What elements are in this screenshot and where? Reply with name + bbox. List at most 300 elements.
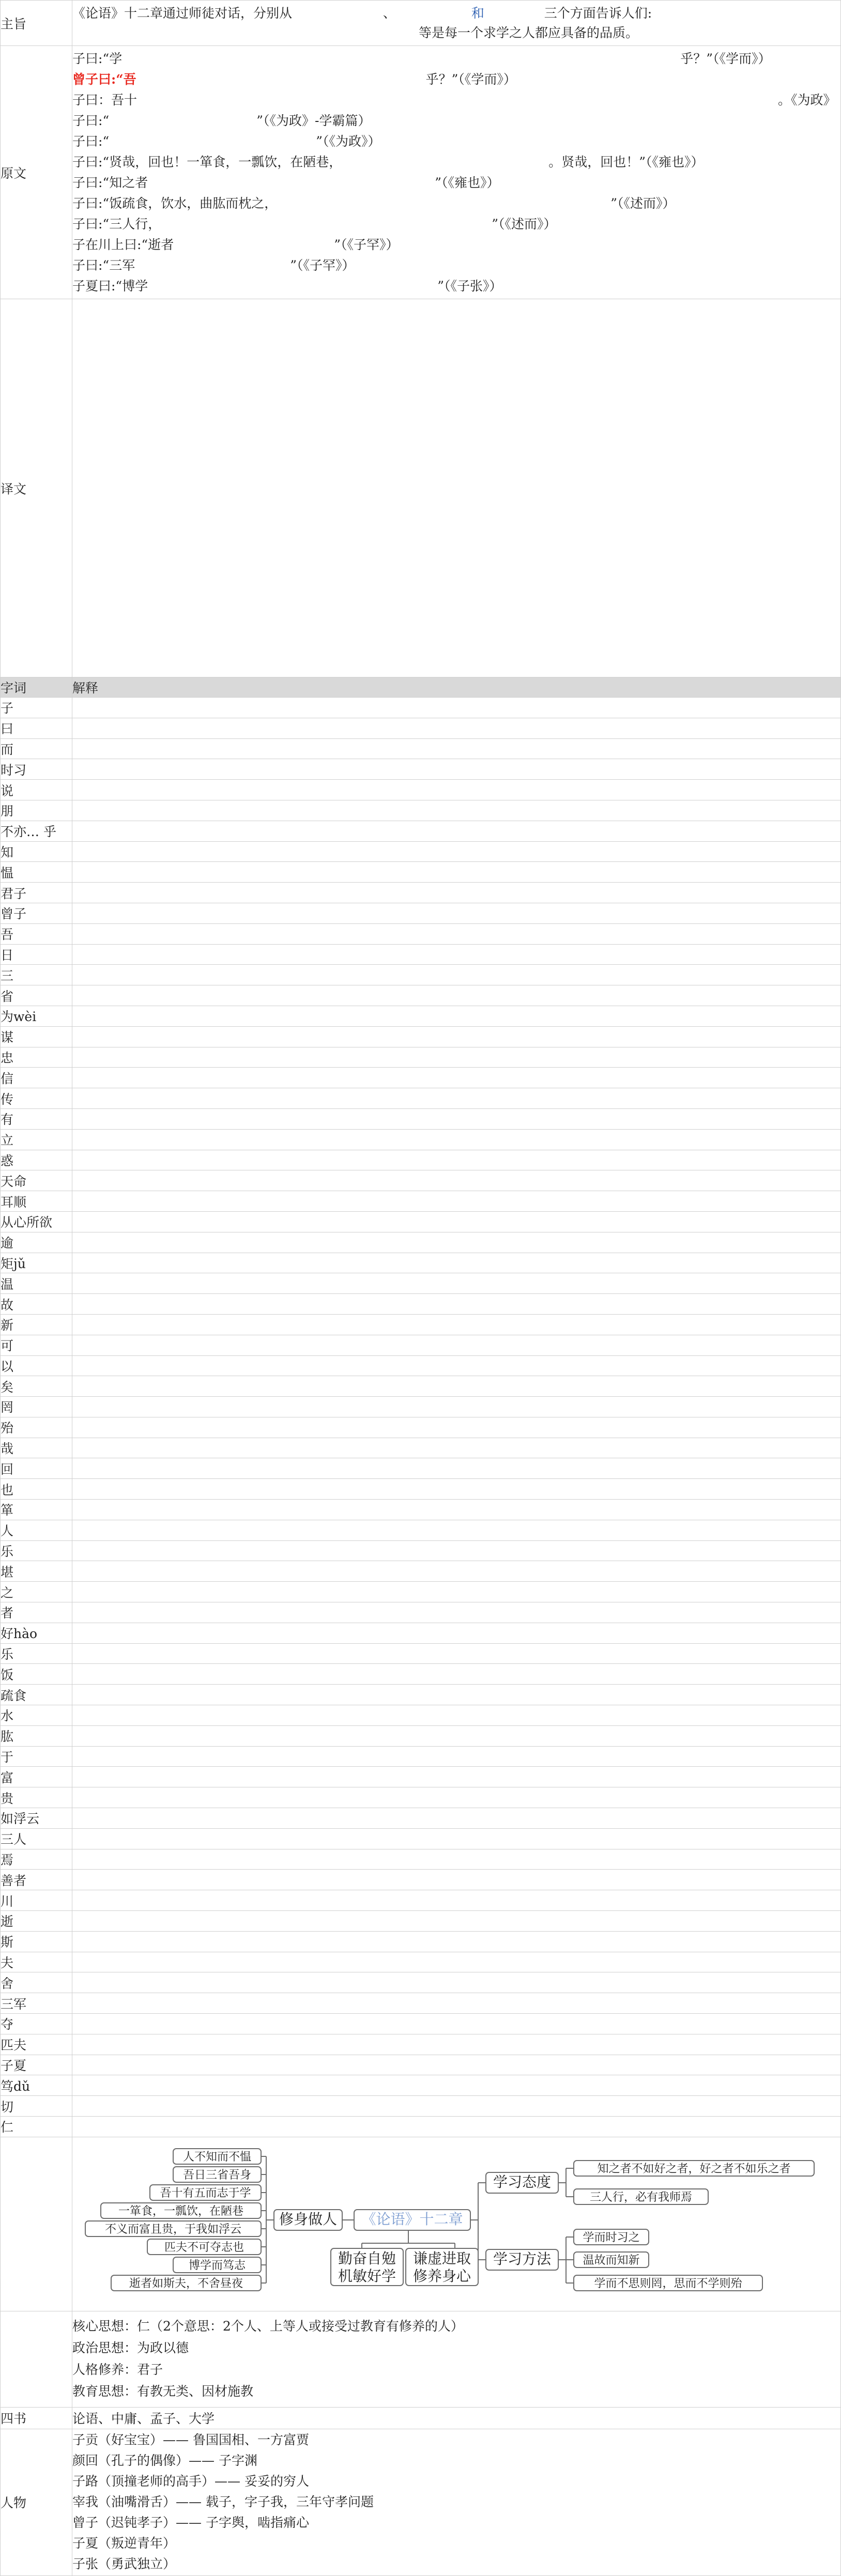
original-line-end: ”（《子张》） bbox=[437, 278, 502, 294]
vocab-word: 饭 bbox=[1, 1664, 72, 1685]
vocab-word: 以 bbox=[1, 1355, 72, 1376]
vocab-word: 疏食 bbox=[1, 1685, 72, 1705]
vocab-explanation-blank[interactable] bbox=[72, 841, 841, 862]
left-item bbox=[147, 2239, 261, 2255]
vocab-explanation-blank[interactable] bbox=[72, 1725, 841, 1746]
vocab-explanation-blank[interactable] bbox=[72, 1808, 841, 1829]
vocab-explanation-blank[interactable] bbox=[72, 862, 841, 883]
vocab-row bbox=[1, 1068, 841, 1088]
vocab-explanation-blank[interactable] bbox=[72, 759, 841, 780]
thought-line: 教育思想：有教无类、因材施教 bbox=[72, 2384, 254, 2399]
attitude-item-label: 知之者不如好之者，好之者不如乐之者 bbox=[597, 2162, 791, 2176]
vocab-word: 知 bbox=[1, 841, 72, 862]
vocab-row bbox=[1, 1417, 841, 1438]
vocab-explanation-blank[interactable] bbox=[72, 965, 841, 985]
original-line bbox=[72, 69, 840, 90]
vocab-word: 吾 bbox=[1, 923, 72, 944]
method-node bbox=[486, 2249, 558, 2270]
thought-row bbox=[1, 2311, 841, 2407]
four-books-row bbox=[1, 2407, 841, 2429]
vocab-explanation-blank[interactable] bbox=[72, 985, 841, 1006]
vocab-row bbox=[1, 1849, 841, 1870]
vocab-row bbox=[1, 1705, 841, 1726]
vocab-word: 箪 bbox=[1, 1500, 72, 1520]
vocab-explanation-blank[interactable] bbox=[72, 1520, 841, 1540]
vocab-word: 殆 bbox=[1, 1417, 72, 1438]
original-line-end: ”（《雍也》） bbox=[435, 175, 500, 190]
left-item bbox=[111, 2275, 261, 2291]
translation-blank[interactable] bbox=[72, 299, 841, 677]
people-line: 子张（勇武独立） bbox=[72, 2556, 176, 2572]
vocab-word: 君子 bbox=[1, 883, 72, 903]
attitude-node bbox=[486, 2172, 558, 2193]
vocab-word: 耳顺 bbox=[1, 1191, 72, 1212]
theme-label: 主旨 bbox=[1, 1, 72, 46]
left-mid-node bbox=[274, 2210, 342, 2230]
vocab-explanation-blank[interactable] bbox=[72, 903, 841, 923]
original-line bbox=[72, 235, 840, 255]
vocab-explanation-blank[interactable] bbox=[72, 1253, 841, 1273]
vocab-explanation-blank[interactable] bbox=[72, 1931, 841, 1952]
vocab-row bbox=[1, 1253, 841, 1273]
vocab-word: 信 bbox=[1, 1068, 72, 1088]
vocab-word: 夫 bbox=[1, 1952, 72, 1972]
vocab-explanation-blank[interactable] bbox=[72, 2096, 841, 2117]
vocab-row bbox=[1, 1870, 841, 1890]
vocab-row bbox=[1, 944, 841, 965]
original-line-end: ”（《述而》） bbox=[610, 195, 676, 211]
original-line-end: ”（《述而》） bbox=[492, 216, 557, 232]
vocab-word: 堪 bbox=[1, 1561, 72, 1582]
vocab-row bbox=[1, 923, 841, 944]
left-item-label: 吾十有五而志于学 bbox=[160, 2186, 251, 2200]
vocab-row bbox=[1, 1273, 841, 1294]
vocab-row bbox=[1, 1993, 841, 2014]
vocab-row bbox=[1, 1540, 841, 1561]
vocab-row bbox=[1, 1376, 841, 1397]
vocab-row bbox=[1, 985, 841, 1006]
original-line-start: 曾子曰:“吾 bbox=[72, 71, 136, 87]
vocab-explanation-blank[interactable] bbox=[72, 1787, 841, 1808]
attitude-item bbox=[574, 2161, 814, 2176]
mindmap-cell bbox=[72, 2137, 841, 2311]
left-item-label: 一箪食，一瓢饮，在陋巷 bbox=[118, 2204, 244, 2218]
left-item bbox=[85, 2221, 261, 2236]
vocab-row bbox=[1, 1623, 841, 1643]
left-item bbox=[173, 2149, 261, 2164]
vocab-word: 者 bbox=[1, 1602, 72, 1623]
vocab-word: 舍 bbox=[1, 1972, 72, 1993]
vocab-row bbox=[1, 1725, 841, 1746]
vocab-word: 谋 bbox=[1, 1026, 72, 1047]
original-line-end: 乎？”（《学而》） bbox=[425, 71, 516, 87]
vocab-explanation-blank[interactable] bbox=[72, 1211, 841, 1232]
vocab-explanation-blank[interactable] bbox=[72, 1890, 841, 1911]
vocab-explanation-blank[interactable] bbox=[72, 1232, 841, 1253]
vocab-row bbox=[1, 780, 841, 800]
original-line bbox=[72, 152, 840, 173]
vocab-row bbox=[1, 841, 841, 862]
vocab-word: 三人 bbox=[1, 1828, 72, 1849]
vocab-row bbox=[1, 1314, 841, 1335]
vocab-row bbox=[1, 821, 841, 841]
theme-part1: 《论语》十二章通过师徒对话，分别从 bbox=[72, 5, 293, 21]
vocab-explanation-blank[interactable] bbox=[72, 698, 841, 718]
vocab-explanation-blank[interactable] bbox=[72, 1150, 841, 1170]
vocab-explanation-blank[interactable] bbox=[72, 821, 841, 841]
vocab-row bbox=[1, 1767, 841, 1787]
original-line-end: ”（《子罕》） bbox=[334, 237, 399, 252]
vocab-row bbox=[1, 1150, 841, 1170]
vocab-explanation-blank[interactable] bbox=[72, 1006, 841, 1026]
vocab-explanation-blank[interactable] bbox=[72, 1129, 841, 1150]
people-line: 宰我（油嘴滑舌）—— 载子，字子我，三年守孝问题 bbox=[72, 2494, 374, 2510]
theme-sep: 、 bbox=[383, 5, 396, 21]
vocab-row bbox=[1, 1890, 841, 1911]
vocab-word: 新 bbox=[1, 1314, 72, 1335]
vocab-explanation-blank[interactable] bbox=[72, 1438, 841, 1458]
vocab-row bbox=[1, 1602, 841, 1623]
original-line bbox=[72, 214, 840, 235]
vocab-row bbox=[1, 1685, 841, 1705]
attitude-item bbox=[574, 2189, 708, 2204]
original-line bbox=[72, 111, 840, 131]
original-line-start: 子在川上曰:“逝者 bbox=[72, 237, 174, 252]
thought-line: 人格修养：君子 bbox=[72, 2362, 163, 2378]
theme-row bbox=[1, 1, 841, 46]
vocab-row bbox=[1, 2075, 841, 2096]
vocab-header-row bbox=[1, 677, 841, 698]
four-books-label: 四书 bbox=[1, 2407, 72, 2429]
vocab-word: 温 bbox=[1, 1273, 72, 1294]
left-item bbox=[101, 2203, 261, 2218]
vocab-explanation-blank[interactable] bbox=[72, 1047, 841, 1068]
vocab-explanation-blank[interactable] bbox=[72, 1355, 841, 1376]
people-content bbox=[72, 2429, 841, 2575]
vocab-row bbox=[1, 965, 841, 985]
vocab-explanation-blank[interactable] bbox=[72, 1602, 841, 1623]
vocab-row bbox=[1, 1561, 841, 1582]
original-line-start: 子曰：吾十 bbox=[72, 92, 137, 107]
vocab-word: 焉 bbox=[1, 1849, 72, 1870]
vocab-word: 善者 bbox=[1, 1870, 72, 1890]
vocab-row bbox=[1, 1808, 841, 1829]
vocab-word: 切 bbox=[1, 2096, 72, 2117]
method-item bbox=[574, 2229, 649, 2245]
original-line-start: 子曰:“三军 bbox=[72, 257, 135, 273]
method-item-label: 学而时习之 bbox=[583, 2231, 640, 2244]
left-item bbox=[173, 2257, 261, 2273]
vocab-word: 回 bbox=[1, 1458, 72, 1479]
vocab-explanation-blank[interactable] bbox=[72, 780, 841, 800]
vocab-row bbox=[1, 1582, 841, 1602]
method-item-label: 温故而知新 bbox=[583, 2254, 640, 2267]
bottom-left-line: 机敏好学 bbox=[338, 2267, 396, 2285]
people-label: 人物 bbox=[1, 2429, 72, 2575]
vocab-row bbox=[1, 1108, 841, 1129]
left-item-label: 吾日三省吾身 bbox=[182, 2168, 252, 2182]
vocab-word: 不亦… 乎 bbox=[1, 821, 72, 841]
vocab-row bbox=[1, 1952, 841, 1972]
vocab-row bbox=[1, 800, 841, 821]
vocab-row bbox=[1, 2014, 841, 2034]
vocab-row bbox=[1, 1088, 841, 1109]
vocab-row bbox=[1, 1438, 841, 1458]
vocab-row bbox=[1, 903, 841, 923]
vocab-word: 也 bbox=[1, 1479, 72, 1500]
vocab-word: 乐 bbox=[1, 1540, 72, 1561]
vocab-explanation-blank[interactable] bbox=[72, 1335, 841, 1355]
vocab-explanation-blank[interactable] bbox=[72, 1108, 841, 1129]
vocab-row bbox=[1, 2055, 841, 2075]
vocab-word: 时习 bbox=[1, 759, 72, 780]
original-line-start: 子曰:“学 bbox=[72, 51, 123, 66]
vocab-explanation-blank[interactable] bbox=[72, 944, 841, 965]
people-line: 子路（顶撞老师的高手）—— 妥妥的穷人 bbox=[72, 2474, 309, 2489]
center-node-label: 《论语》十二章 bbox=[361, 2210, 463, 2228]
vocab-row bbox=[1, 1129, 841, 1150]
vocab-row bbox=[1, 718, 841, 738]
bottom-left-node bbox=[331, 2248, 403, 2286]
vocab-explanation-blank[interactable] bbox=[72, 1417, 841, 1438]
vocab-row bbox=[1, 1232, 841, 1253]
vocab-row bbox=[1, 2116, 841, 2137]
vocab-explanation-blank[interactable] bbox=[72, 1685, 841, 1705]
vocab-word: 如浮云 bbox=[1, 1808, 72, 1829]
theme-part3: 等是每一个求学之人都应具备的品质。 bbox=[419, 25, 639, 40]
mindmap-row bbox=[1, 2137, 841, 2311]
vocab-row bbox=[1, 2096, 841, 2117]
vocab-explanation-blank[interactable] bbox=[72, 1952, 841, 1972]
left-item bbox=[173, 2167, 261, 2182]
original-line bbox=[72, 131, 840, 152]
vocab-row bbox=[1, 1643, 841, 1664]
people-line: 颜回（孔子的偶像）—— 子字渊 bbox=[72, 2453, 257, 2469]
vocab-row bbox=[1, 1294, 841, 1315]
vocab-explanation-blank[interactable] bbox=[72, 1705, 841, 1726]
vocab-explanation-blank[interactable] bbox=[72, 1664, 841, 1685]
original-line-start: 子曰:“ bbox=[72, 133, 110, 149]
center-node bbox=[354, 2210, 470, 2230]
vocab-word: 逾 bbox=[1, 1232, 72, 1253]
translation-label: 译文 bbox=[1, 299, 72, 677]
vocab-row bbox=[1, 1500, 841, 1520]
vocab-explanation-blank[interactable] bbox=[72, 1767, 841, 1787]
vocab-word: 矩jǔ bbox=[1, 1253, 72, 1273]
vocab-explanation-blank[interactable] bbox=[72, 1993, 841, 2014]
original-line-start: 子曰:“ bbox=[72, 113, 110, 128]
vocab-word: 有 bbox=[1, 1108, 72, 1129]
vocab-explanation-blank[interactable] bbox=[72, 2014, 841, 2034]
vocab-word: 立 bbox=[1, 1129, 72, 1150]
vocab-word: 水 bbox=[1, 1705, 72, 1726]
vocab-explanation-blank[interactable] bbox=[72, 1479, 841, 1500]
original-line-end: ”（《为政》-学霸篇） bbox=[256, 113, 371, 128]
vocab-word: 三 bbox=[1, 965, 72, 985]
vocab-word: 子 bbox=[1, 698, 72, 718]
method-item-label: 学而不思则罔，思而不学则殆 bbox=[594, 2277, 742, 2290]
vocab-explanation-blank[interactable] bbox=[72, 883, 841, 903]
left-item-label: 博学而笃志 bbox=[188, 2259, 246, 2272]
vocab-explanation-blank[interactable] bbox=[72, 1068, 841, 1088]
theme-content bbox=[72, 1, 841, 46]
vocab-row bbox=[1, 1355, 841, 1376]
vocab-row bbox=[1, 1664, 841, 1685]
vocab-word: 罔 bbox=[1, 1397, 72, 1417]
vocab-explanation-blank[interactable] bbox=[72, 1026, 841, 1047]
vocab-row bbox=[1, 2034, 841, 2055]
bottom-right-line: 谦虚进取 bbox=[412, 2249, 471, 2267]
vocab-word: 之 bbox=[1, 1582, 72, 1602]
vocab-word: 川 bbox=[1, 1890, 72, 1911]
vocab-word: 肱 bbox=[1, 1725, 72, 1746]
vocab-word: 愠 bbox=[1, 862, 72, 883]
vocab-row bbox=[1, 1520, 841, 1540]
vocab-explanation-blank[interactable] bbox=[72, 2055, 841, 2075]
vocab-explanation-blank[interactable] bbox=[72, 738, 841, 759]
vocab-word: 哉 bbox=[1, 1438, 72, 1458]
vocab-explanation-blank[interactable] bbox=[72, 1294, 841, 1315]
vocab-row bbox=[1, 1972, 841, 1993]
vocab-explanation-blank[interactable] bbox=[72, 1191, 841, 1212]
vocab-explanation-blank[interactable] bbox=[72, 800, 841, 821]
vocab-word: 笃dǔ bbox=[1, 2075, 72, 2096]
vocab-row bbox=[1, 1191, 841, 1212]
vocab-row bbox=[1, 1170, 841, 1191]
vocab-row bbox=[1, 1828, 841, 1849]
vocab-word: 曾子 bbox=[1, 903, 72, 923]
mindmap bbox=[72, 2137, 841, 2308]
left-mid-node-label: 修身做人 bbox=[279, 2210, 338, 2228]
vocab-word: 天命 bbox=[1, 1170, 72, 1191]
thought-content bbox=[72, 2311, 841, 2407]
bottom-right-node bbox=[406, 2248, 478, 2286]
original-line-end: ”（《子罕》） bbox=[290, 257, 355, 273]
original-line-end: 乎？”（《学而》） bbox=[680, 51, 771, 66]
vocab-explanation-blank[interactable] bbox=[72, 1746, 841, 1767]
vocab-explanation-blank[interactable] bbox=[72, 1911, 841, 1932]
vocab-word: 于 bbox=[1, 1746, 72, 1767]
thought-line: 政治思想：为政以德 bbox=[72, 2340, 189, 2356]
translation-row bbox=[1, 299, 841, 677]
people-line: 曾子（迟钝孝子）—— 子字舆，啮指痛心 bbox=[72, 2515, 309, 2531]
vocab-word: 故 bbox=[1, 1294, 72, 1315]
vocab-row bbox=[1, 1047, 841, 1068]
vocab-word: 传 bbox=[1, 1088, 72, 1109]
vocab-word: 斯 bbox=[1, 1931, 72, 1952]
vocab-explanation-blank[interactable] bbox=[72, 1623, 841, 1643]
vocab-word: 匹夫 bbox=[1, 2034, 72, 2055]
vocab-word: 乐 bbox=[1, 1643, 72, 1664]
vocab-word: 好hào bbox=[1, 1623, 72, 1643]
four-books-text: 论语、中庸、孟子、大学 bbox=[72, 2407, 841, 2429]
vocab-row bbox=[1, 1479, 841, 1500]
vocab-word: 忠 bbox=[1, 1047, 72, 1068]
original-line-start: 子曰:“饭疏食，饮水，曲肱而枕之， bbox=[72, 195, 278, 211]
original-line bbox=[72, 49, 840, 69]
vocab-explanation-blank[interactable] bbox=[72, 1314, 841, 1335]
left-item-label: 匹夫不可夺志也 bbox=[164, 2241, 244, 2254]
original-line-start: 子曰:“贤哉，回也！一箪食，一瓢饮，在陋巷， bbox=[72, 154, 342, 169]
vocab-row bbox=[1, 1397, 841, 1417]
vocab-word: 省 bbox=[1, 985, 72, 1006]
vocab-row bbox=[1, 1026, 841, 1047]
original-line-end: ”（《为政》） bbox=[316, 133, 381, 149]
vocab-explanation-blank[interactable] bbox=[72, 1643, 841, 1664]
original-label: 原文 bbox=[1, 46, 72, 299]
vocab-explanation-blank[interactable] bbox=[72, 1273, 841, 1294]
vocab-explanation-blank[interactable] bbox=[72, 2116, 841, 2137]
vocab-row bbox=[1, 1211, 841, 1232]
vocab-explanation-blank[interactable] bbox=[72, 1582, 841, 1602]
vocab-word: 仁 bbox=[1, 2116, 72, 2137]
vocab-explanation-blank[interactable] bbox=[72, 1397, 841, 1417]
vocab-word: 三军 bbox=[1, 1993, 72, 2014]
vocab-explanation-blank[interactable] bbox=[72, 1561, 841, 1582]
original-line-start: 子曰:“知之者 bbox=[72, 175, 148, 190]
vocab-row bbox=[1, 1746, 841, 1767]
vocab-word: 曰 bbox=[1, 718, 72, 738]
original-line-end: 。贤哉，回也！”（《雍也》） bbox=[548, 154, 704, 169]
vocab-explanation-blank[interactable] bbox=[72, 2034, 841, 2055]
vocab-explanation-blank[interactable] bbox=[72, 1170, 841, 1191]
left-item-label: 不义而富且贵，于我如浮云 bbox=[104, 2223, 242, 2236]
left-item-label: 逝者如斯夫，不舍昼夜 bbox=[129, 2277, 243, 2290]
vocab-explanation-blank[interactable] bbox=[72, 1540, 841, 1561]
vocab-row bbox=[1, 1335, 841, 1355]
vocab-word: 日 bbox=[1, 944, 72, 965]
vocab-head-word: 字词 bbox=[1, 677, 72, 698]
original-line bbox=[72, 255, 840, 276]
bottom-right-line: 修养身心 bbox=[412, 2267, 471, 2285]
vocab-word: 从心所欲 bbox=[1, 1211, 72, 1232]
method-item bbox=[574, 2275, 762, 2291]
vocab-word: 子夏 bbox=[1, 2055, 72, 2075]
vocab-row bbox=[1, 883, 841, 903]
vocab-explanation-blank[interactable] bbox=[72, 1870, 841, 1890]
vocab-explanation-blank[interactable] bbox=[72, 923, 841, 944]
thought-line: 核心思想：仁（2个意思：2个人、上等人或接受过教育有修养的人） bbox=[72, 2319, 464, 2334]
original-line bbox=[72, 173, 840, 193]
vocab-word: 人 bbox=[1, 1520, 72, 1540]
original-line bbox=[72, 90, 840, 111]
people-row bbox=[1, 2429, 841, 2575]
vocab-explanation-blank[interactable] bbox=[72, 1500, 841, 1520]
vocab-explanation-blank[interactable] bbox=[72, 1088, 841, 1109]
attitude-node-label: 学习态度 bbox=[493, 2173, 552, 2191]
left-item bbox=[150, 2185, 261, 2200]
vocab-word: 惑 bbox=[1, 1150, 72, 1170]
people-line: 子贡（好宝宝）—— 鲁国国相、一方富贾 bbox=[72, 2432, 309, 2448]
theme-and: 和 bbox=[471, 5, 484, 21]
vocab-explanation-blank[interactable] bbox=[72, 1972, 841, 1993]
original-row bbox=[1, 46, 841, 299]
vocab-word: 说 bbox=[1, 780, 72, 800]
vocab-list bbox=[1, 698, 841, 2137]
vocab-explanation-blank[interactable] bbox=[72, 1849, 841, 1870]
vocab-word: 富 bbox=[1, 1767, 72, 1787]
vocab-word: 为wèi bbox=[1, 1006, 72, 1026]
vocab-row bbox=[1, 698, 841, 718]
vocab-explanation-blank[interactable] bbox=[72, 1376, 841, 1397]
vocab-explanation-blank[interactable] bbox=[72, 718, 841, 738]
vocab-explanation-blank[interactable] bbox=[72, 2075, 841, 2096]
vocab-explanation-blank[interactable] bbox=[72, 1828, 841, 1849]
vocab-row bbox=[1, 1787, 841, 1808]
vocab-explanation-blank[interactable] bbox=[72, 1458, 841, 1479]
vocab-word: 夺 bbox=[1, 2014, 72, 2034]
vocab-row bbox=[1, 738, 841, 759]
